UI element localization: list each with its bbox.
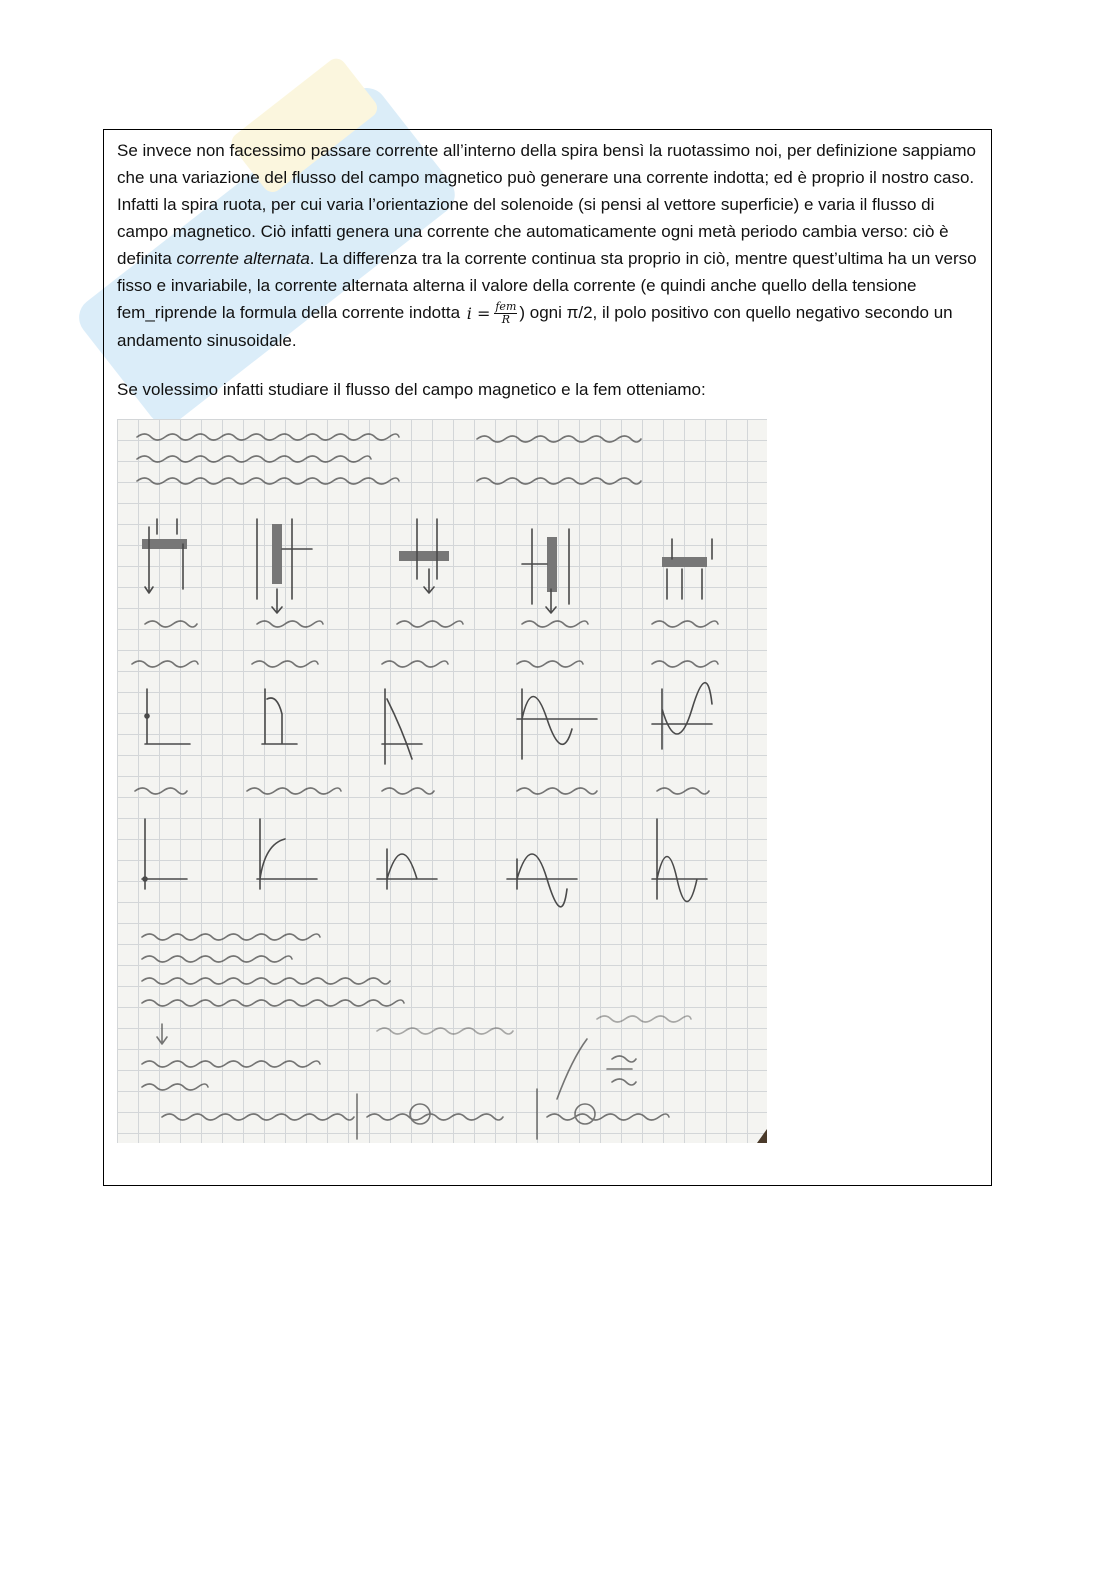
rotation-sketch-3 [399, 519, 449, 593]
rotation-sketch-4 [522, 529, 569, 613]
rotation-sketch-1 [142, 519, 187, 593]
formula-current: i = [466, 304, 491, 324]
term-corrente-alternata: corrente alternata [176, 249, 310, 268]
label-row [132, 621, 718, 667]
rotation-sketch-2 [257, 519, 312, 613]
header-scribbles [137, 434, 641, 484]
paragraph-lead-in: Se volessimo infatti studiare il flusso del campo magnetico e la fem otteniamo: [117, 380, 706, 399]
rotation-sketch-5 [662, 539, 712, 599]
paragraph-intro: Se invece non facessimo passare corrente all’interno della spira bensì la ruotassimo noi, per definizione sappiamo che una variazione del flusso del campo magnetico può generare una corrente indotta; ed è proprio il nostro caso. Infatti la spira ruota, per cui varia l’orientazione del solenoide (si pensi al vettore superficie) e varia il flusso di campo magnetico. Ciò infatti genera una corrente che automaticamente ogni metà periodo cambia verso: ciò è definita corrente alternata. La differenza tra la corrente continua sta proprio in ciò, mentre quest’ultima ha un verso fisso e invariabile, la corrente alternata alterna il valore della corrente (e quindi anche quello della tensione fem_riprende la formula della corrente indotta i = $\frac{\text{fem}}{R}$ ) ogni π/2, il polo positivo con quello negativo secondo un andamento sinusoidale. [117, 141, 977, 351]
footer-scribbles [142, 934, 691, 1139]
handwritten-notes-image [117, 419, 767, 1143]
formula-fraction: $\frac{\text{fem}}{R}$ [495, 300, 517, 327]
flux-graphs [145, 683, 712, 764]
fem-label-row [135, 788, 709, 794]
fem-graphs [142, 819, 707, 907]
corner-mark [757, 1129, 767, 1143]
